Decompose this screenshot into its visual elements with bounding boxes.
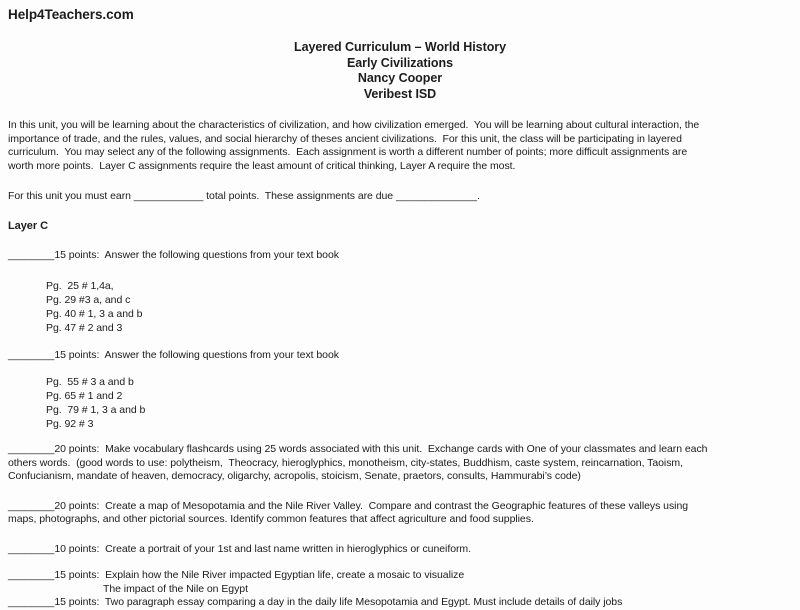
assignment-line: Confucianism, mandate of heaven, democracy, oligarchy, acropolis, stoicism, Senate, praetors, consults, Hammurabi’s code) <box>8 470 581 482</box>
page-reference-line: Pg. 79 # 1, 3 a and b <box>46 404 146 416</box>
assignment-line: ________20 points: Create a map of Mesopotamia and the Nile River Valley. Compare and contrast the Geographic features of these valleys using <box>8 499 689 512</box>
doc-title-line: Layered Curriculum – World History <box>293 40 506 54</box>
assignment-item-5 <box>8 543 792 557</box>
assignment-item-6 <box>8 569 792 596</box>
intro-line: In this unit, you will be learning about the characteristics of civilization, and how civilization emerged. You will be learning about cultural interaction, the <box>8 119 700 131</box>
page-reference-line: Pg. 65 # 1 and 2 <box>46 390 123 402</box>
intro-paragraph <box>8 119 792 173</box>
assignment-line: ________15 points: Answer the following questions from your text book <box>8 249 339 261</box>
doc-title-line: Nancy Cooper <box>357 71 443 85</box>
layer-c-heading: Layer C <box>8 219 49 232</box>
page-reference-line: Pg. 47 # 2 and 3 <box>46 321 123 334</box>
page-reference-line: Pg. 25 # 1,4a, <box>46 279 114 292</box>
assignment-2-page-references <box>46 375 792 431</box>
clipped-bottom-line: ________15 points: Two paragraph essay comparing a day in the daily life Mesopotamia and Egypt. Must include details of daily jobs <box>8 596 623 608</box>
assignment-1-page-references <box>46 279 792 335</box>
assignment-item-2 <box>8 349 792 432</box>
assignment-6-text <box>8 569 792 583</box>
assignment-line: ________15 points: Answer the following questions from your text book <box>8 348 339 361</box>
doc-title-line: Veribest ISD <box>363 86 437 101</box>
requirements-line: For this unit you must earn ____________ total points. These assignments are due ______________. <box>8 190 480 202</box>
page-reference-line: Pg. 40 # 1, 3 a and b <box>46 307 143 320</box>
intro-line: worth more points. Layer C assignments require the least amount of critical thinking, Layer A require the most. <box>8 159 516 172</box>
assignment-line: ________15 points: Explain how the Nile River impacted Egyptian life, create a mosaic to visualize <box>8 569 465 581</box>
assignment-line: maps, photographs, and other pictorial sources. Identify common features that affect agriculture and food supplies. <box>8 513 534 525</box>
page-reference-line: Pg. 29 #3 a, and c <box>46 293 131 306</box>
assignment-6-continuation-line: The impact of the Nile on Egypt <box>103 582 248 595</box>
page-reference-line: Pg. 92 # 3 <box>46 418 94 430</box>
assignment-line: ________10 points: Create a portrait of your 1st and last name written in hieroglyphics or cuneiform. <box>8 542 471 555</box>
assignment-2-text <box>8 349 792 363</box>
intro-line: curriculum. You may select any of the following assignments. Each assignment is worth a different number of points; more difficult assignments are <box>8 146 688 158</box>
assignment-item-3 <box>8 443 792 484</box>
assignment-item-1 <box>8 249 792 335</box>
doc-title-line: Early Civilizations <box>346 55 454 70</box>
assignment-item-4 <box>8 500 792 527</box>
page-reference-line: Pg. 55 # 3 a and b <box>46 376 134 388</box>
site-header: Help4Teachers.com <box>8 7 134 22</box>
assignment-1-text <box>8 249 792 263</box>
assignment-line: ________20 points: Make vocabulary flashcards using 25 words associated with this unit. Exchange cards with One of your classmates and learn each <box>8 443 708 455</box>
intro-line: importance of trade, and the rules, values, and social hierarchy of theses ancient civilizations. For this unit, the class will be participating in layered <box>8 132 682 145</box>
doc-title-block <box>8 40 792 102</box>
assignment-line: others words. (good words to use: polytheism, Theocracy, hieroglyphics, monotheism, city-states, Buddhism, caste system, reincarnation, Taoism, <box>8 456 683 469</box>
